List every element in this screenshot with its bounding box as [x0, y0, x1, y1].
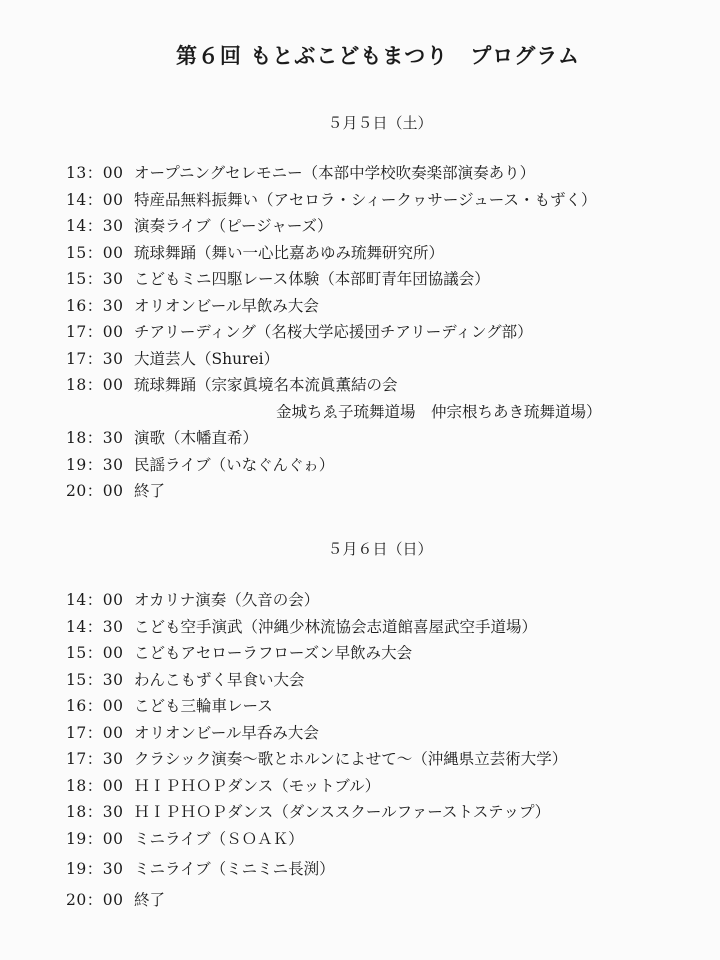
time: 19：30 [66, 455, 124, 474]
event: 終了 [134, 890, 166, 909]
schedule-row [66, 266, 706, 293]
event: わんこもずく早食い大会 [134, 670, 305, 689]
time: 15：00 [66, 243, 124, 262]
time: 20：00 [66, 890, 124, 909]
schedule-row [66, 240, 706, 267]
schedule-row [66, 372, 706, 399]
event: オープニングセレモニー（本部中学校吹奏楽部演奏あり） [134, 164, 536, 182]
time: 14：00 [66, 190, 124, 209]
time: 14：30 [66, 617, 124, 636]
schedule-row [66, 746, 706, 773]
schedule-row [66, 887, 706, 914]
time: 14：30 [66, 217, 124, 235]
time: 18：00 [66, 376, 124, 394]
schedule-row [66, 773, 706, 800]
time: 16：30 [66, 296, 124, 315]
time: 19：30 [66, 860, 124, 878]
schedule-may-6 [66, 587, 706, 913]
event: ＨＩＰＨＯＰダンス（モットブル） [134, 776, 381, 795]
time: 15：30 [66, 670, 124, 689]
event: クラシック演奏～歌とホルンによせて～（沖縄県立芸術大学） [134, 750, 568, 768]
event: オリオンビール早飲み大会 [134, 296, 319, 315]
event: 特産品無料振舞い（アセロラ・シィークヮサージュース・もずく） [134, 190, 597, 209]
event: 演奏ライブ（ピージャーズ） [134, 217, 333, 235]
schedule-row [66, 587, 706, 614]
schedule-row [66, 614, 706, 641]
schedule-row [66, 640, 706, 667]
schedule-row [66, 720, 706, 747]
time: 18：30 [66, 429, 124, 447]
time: 17：00 [66, 323, 124, 341]
event: 琉球舞踊（舞い一心比嘉あゆみ琉舞研究所） [134, 243, 445, 262]
event: こどもミニ四駆レース体験（本部町青年団協議会） [134, 270, 490, 288]
time: 18：30 [66, 803, 124, 821]
schedule-row [66, 452, 706, 479]
schedule-row [66, 693, 706, 720]
day-heading-may-6: ５月６日（日） [327, 540, 433, 558]
time: 17：30 [66, 349, 124, 368]
schedule-row [66, 213, 706, 240]
time: 14：00 [66, 591, 124, 609]
time: 20：00 [66, 482, 124, 500]
schedule-may-5 [66, 160, 706, 505]
event-continuation: 金城ちゑ子琉舞道場 仲宗根ちあき琉舞道場） [276, 402, 602, 421]
event: こどもアセローラフローズン早飲み大会 [134, 644, 413, 662]
event: オリオンビール早呑み大会 [134, 723, 319, 742]
time: 19：00 [66, 829, 124, 848]
time: 15：30 [66, 270, 124, 288]
time: 15：00 [66, 644, 124, 662]
event: 琉球舞踊（宗家眞境名本流眞薫結の会 [134, 376, 398, 394]
schedule-row [66, 478, 706, 505]
event: こども三輪車レース [134, 697, 273, 715]
page-title: 第６回 もとぶこどもまつり プログラム [175, 43, 581, 68]
day-heading-may-5: ５月５日（土） [327, 114, 433, 132]
time: 17：30 [66, 750, 124, 768]
event: 終了 [134, 482, 166, 500]
event: ミニライブ（ミニミニ長渕） [134, 860, 335, 878]
schedule-row [66, 799, 706, 826]
time: 16：00 [66, 697, 124, 715]
schedule-row [66, 856, 706, 883]
event: オカリナ演奏（久音の会） [134, 591, 320, 609]
time: 17：00 [66, 723, 124, 742]
schedule-row [66, 667, 706, 694]
event: ミニライブ（ＳＯＡＫ） [134, 829, 304, 848]
schedule-row [66, 187, 706, 214]
time: 13：00 [66, 164, 124, 182]
schedule-row [66, 425, 706, 452]
event: チアリーディング（名桜大学応援団チアリーディング部） [134, 323, 533, 341]
event: こども空手演武（沖縄少林流協会志道館喜屋武空手道場） [134, 617, 538, 636]
time: 18：00 [66, 776, 124, 795]
schedule-row [66, 319, 706, 346]
event: 大道芸人（Shurei） [134, 349, 280, 368]
schedule-row [66, 293, 706, 320]
event: ＨＩＰＨＯＰダンス（ダンススクールファーストステップ） [134, 803, 551, 821]
event: 演歌（木幡直希） [134, 429, 259, 447]
event: 民謡ライブ（いなぐんぐゎ） [134, 455, 335, 474]
schedule-row [66, 160, 706, 187]
schedule-row [66, 826, 706, 853]
schedule-row [66, 346, 706, 373]
